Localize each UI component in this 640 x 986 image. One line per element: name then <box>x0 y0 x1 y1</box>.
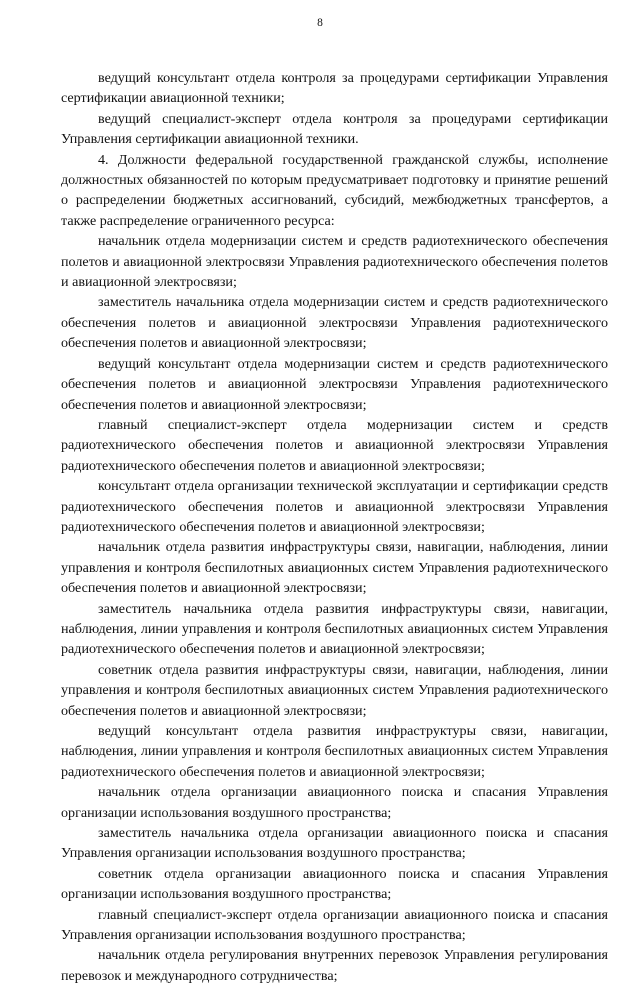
paragraph: заместитель начальника отдела модернизации систем и средств радиотехнического обеспечения полетов и авиационной электросвязи Управления радиотехнического обеспечения полетов и авиационной электросвязи; <box>61 294 608 352</box>
paragraph: ведущий консультант отдела контроля за процедурами сертификации Управления сертификации авиационной техники; <box>61 70 608 107</box>
paragraph: начальник отдела развития инфраструктуры связи, навигации, наблюдения, линии управления и контроля беспилотных авиационных систем Управления радиотехнического обеспечения полетов и авиационной электросвязи; <box>61 539 608 597</box>
section-heading-paragraph: 4. Должности федеральной государственной гражданской службы, исполнение должностных обязанностей по которым предусматривает подготовку и принятие решений о распределении бюджетных ассигнований, субсидий, межбюджетных трансфертов, а также распределение ограниченного ресурса: <box>61 151 608 229</box>
paragraph: советник отдела организации авиационного поиска и спасания Управления организации использования воздушного пространства; <box>61 865 608 903</box>
paragraph: ведущий консультант отдела развития инфраструктуры связи, навигации, наблюдения, линии управления и контроля беспилотных авиационных систем Управления радиотехнического обеспечения полетов и авиационной электросвязи; <box>61 723 608 780</box>
page-number: 8 <box>317 17 323 29</box>
paragraph: заместитель начальника отдела развития инфраструктуры связи, навигации, наблюдения, линии управления и контроля беспилотных авиационных систем Управления радиотехнического обеспечения полетов и авиационной электросвязи; <box>61 600 608 658</box>
paragraph: начальник отдела модернизации систем и средств радиотехнического обеспечения полетов и авиационной электросвязи Управления радиотехнического обеспечения полетов и авиационной электросвязи; <box>61 233 608 291</box>
paragraph: консультант отдела организации технической эксплуатации и сертификации средств радиотехнического обеспечения полетов и авиационной электросвязи Управления радиотехнического обеспечения полетов и авиационной электросвязи; <box>61 478 608 535</box>
paragraph: ведущий специалист-эксперт отдела контроля за процедурами сертификации Управления сертификации авиационной техники. <box>61 110 608 148</box>
paragraph: советник отдела развития инфраструктуры связи, навигации, наблюдения, линии управления и контроля беспилотных авиационных систем Управления радиотехнического обеспечения полетов и авиационной электросвязи; <box>61 661 608 719</box>
paragraph: ведущий консультант отдела модернизации систем и средств радиотехнического обеспечения полетов и авиационной электросвязи Управления радиотехнического обеспечения полетов и авиационной электросвязи; <box>61 355 608 413</box>
paragraph: начальник отдела организации авиационного поиска и спасания Управления организации использования воздушного пространства; <box>61 784 608 821</box>
paragraph: главный специалист-эксперт отдела организации авиационного поиска и спасания Управления организации использования воздушного пространства; <box>61 906 608 944</box>
paragraph: главный специалист-эксперт отдела модернизации систем и средств радиотехнического обеспечения полетов и авиационной электросвязи Управления радиотехнического обеспечения полетов и авиационной электросвязи; <box>61 416 608 474</box>
paragraph: начальник отдела регулирования внутренних перевозок Управления регулирования перевозок и международного сотрудничества; <box>61 947 608 984</box>
document-body <box>61 68 608 986</box>
paragraph: заместитель начальника отдела организации авиационного поиска и спасания Управления организации использования воздушного пространства; <box>61 825 608 862</box>
